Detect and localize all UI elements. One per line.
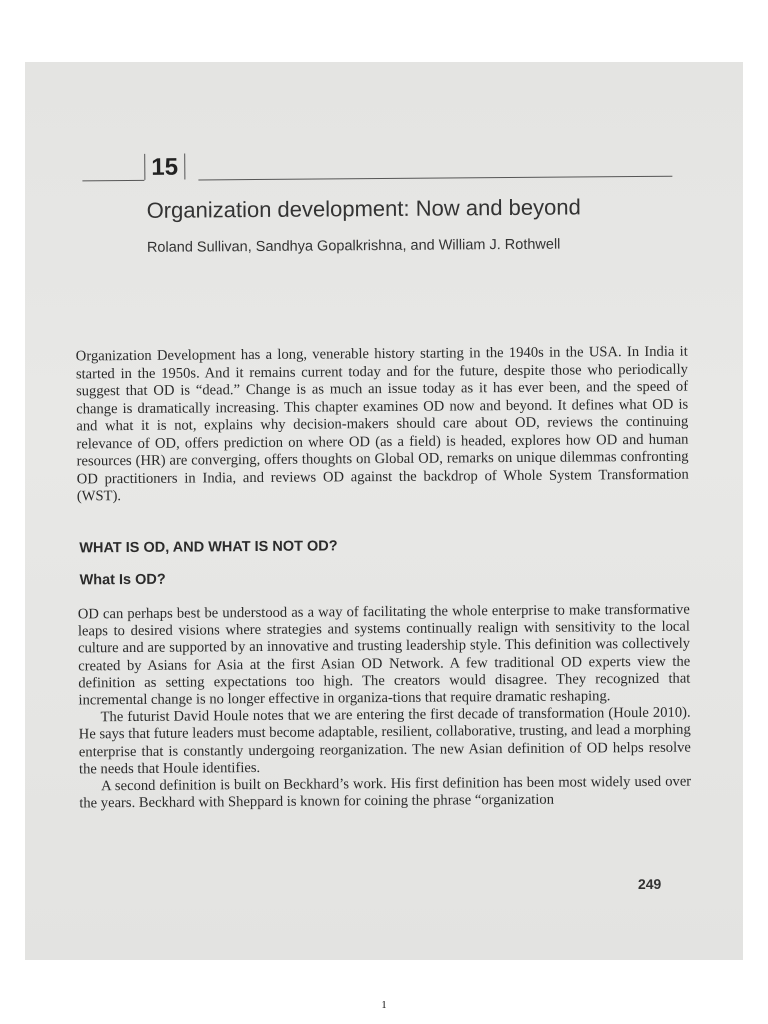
- rule-right: [198, 176, 672, 181]
- section-body: [78, 602, 692, 813]
- book-page: [21, 59, 746, 963]
- intro-paragraph: Organization Development has a long, venerable history starting in the 1940s in the USA. In India it started in the 1950s. And it remains current today and for the future, despite those who periodically suggest that OD is “dead.” Change is as much an issue today as it has ever been, and the speed of change is dramatically increasing. This chapter examines OD now and beyond. It defines what OD is and what it is not, explains why decision-makers should care about OD, reviews the continuing relevance of OD, offers prediction on where OD (as a field) is headed, explores how OD and human resources (HR) are converging, offers thoughts on Global OD, remarks on unique dilemmas confronting OD practitioners in India, and reviews OD against the backdrop of Whole System Transformation (WST).: [75, 343, 689, 505]
- page-number: 249: [637, 875, 662, 893]
- body-paragraph: The futurist David Houle notes that we are entering the first decade of transformation (Houle 2010). He says that future leaders must become adaptable, resilient, collaborative, trusting, and lead a morphing enterprise that is constantly undergoing reorganization. The new Asian definition of OD helps resolve the needs that Houle identifies.: [78, 704, 691, 778]
- book-page-photo: [25, 62, 743, 960]
- body-paragraph: OD can perhaps best be understood as a way of facilitating the whole enterprise to make transformative leaps to desired visions where strategies and systems continually realign with sensitivity to the local culture and are supported by an innovative and trusting leadership style. This definition was collectively created by Asians for Asia at the first Asian OD Network. A few traditional OD experts view the definition as setting expectations too high. The creators would disagree. They recognized that incremental change is no longer effective in organiza-tions that require dramatic reshaping.: [77, 601, 691, 709]
- body-paragraph: A second definition is built on Beckhard’s work. His first definition has been most widely used over the years. Beckhard with Sheppard is known for coining the phrase “organization: [79, 773, 692, 812]
- chapter-number: 15: [144, 154, 185, 180]
- section-subheading: What Is OD?: [79, 571, 166, 589]
- chapter-authors: Roland Sullivan, Sandhya Gopalkrishna, and William J. Rothwell: [146, 236, 561, 256]
- chapter-header-rule: [82, 153, 672, 182]
- section-heading: WHAT IS OD, AND WHAT IS NOT OD?: [79, 538, 338, 557]
- rule-left: [82, 180, 144, 181]
- chapter-title: Organization development: Now and beyond: [146, 194, 581, 223]
- footer-page-marker: 1: [381, 1000, 387, 1011]
